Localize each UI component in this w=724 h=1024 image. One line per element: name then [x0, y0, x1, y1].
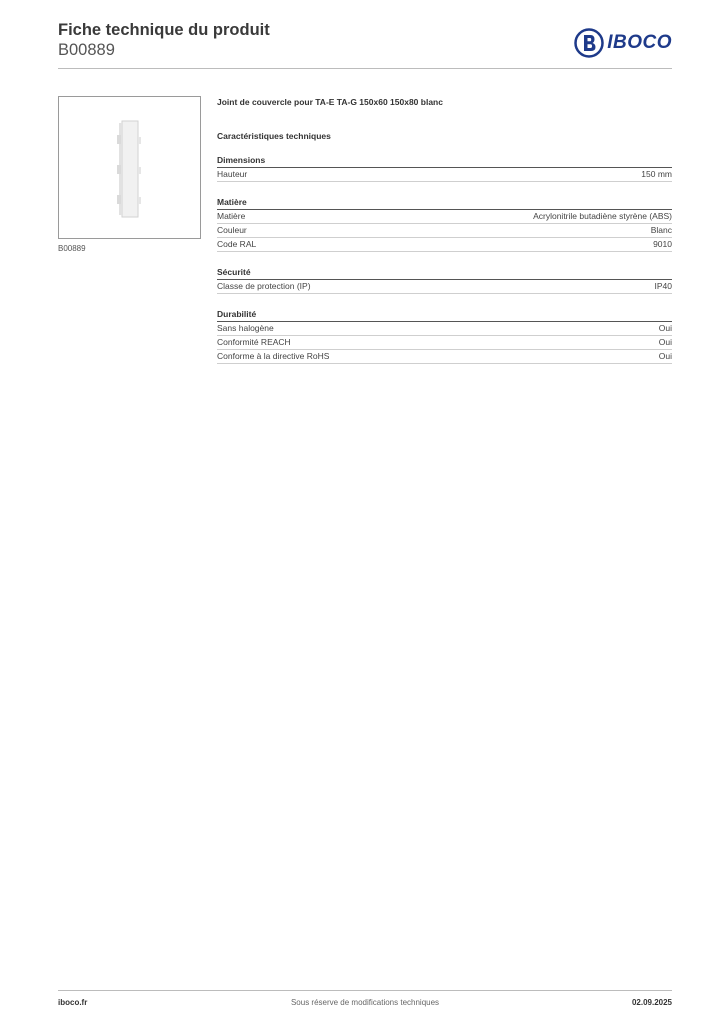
spec-value: Blanc: [650, 225, 672, 235]
product-name: Joint de couvercle pour TA-E TA-G 150x60 150x80 blanc: [217, 97, 443, 107]
spec-row: [217, 210, 672, 224]
spec-label: Matière: [217, 211, 246, 221]
specs-heading: Caractéristiques techniques: [217, 131, 331, 141]
spec-value: 9010: [653, 239, 672, 249]
spec-label: Conformité REACH: [217, 337, 291, 347]
spec-value: Oui: [658, 351, 672, 361]
section-title: Matière: [217, 196, 672, 210]
spec-row: [217, 280, 672, 294]
section-title: Dimensions: [217, 154, 672, 168]
footer-disclaimer: Sous réserve de modifications techniques: [290, 998, 440, 1007]
spec-value: IP40: [654, 281, 672, 291]
spec-row: [217, 322, 672, 336]
section-title: Sécurité: [217, 266, 672, 280]
section-title: Durabilité: [217, 308, 672, 322]
page-title: Fiche technique du produit: [58, 21, 270, 39]
spec-label: Couleur: [217, 225, 247, 235]
spec-row: [217, 336, 672, 350]
image-caption: B00889: [58, 244, 86, 253]
section-security: [217, 266, 672, 294]
header-divider: [58, 68, 672, 69]
spec-row: [217, 238, 672, 252]
spec-label: Sans halogène: [217, 323, 274, 333]
spec-content: [217, 96, 672, 364]
spec-label: Code RAL: [217, 239, 257, 249]
iboco-logo-icon: [574, 28, 604, 58]
footer-date: 02.09.2025: [631, 998, 672, 1007]
spec-value: Oui: [658, 337, 672, 347]
page-header: [58, 20, 672, 68]
spec-label: Classe de protection (IP): [217, 281, 311, 291]
footer-divider: [58, 990, 672, 991]
logo-text: IBOCO: [607, 32, 672, 53]
spec-label: Conforme à la directive RoHS: [217, 351, 330, 361]
spec-value: 150 mm: [641, 169, 672, 179]
section-durability: [217, 308, 672, 364]
product-code: B00889: [58, 41, 115, 59]
spec-value: Acrylonitrile butadiène styrène (ABS): [533, 211, 672, 221]
page-footer: [58, 998, 672, 1010]
footer-website: iboco.fr: [58, 998, 88, 1007]
product-image: [58, 96, 201, 239]
section-dimensions: [217, 154, 672, 182]
spec-row: [217, 350, 672, 364]
spec-label: Hauteur: [217, 169, 248, 179]
cover-joint-illustration: [59, 97, 200, 238]
section-material: [217, 196, 672, 252]
spec-row: [217, 168, 672, 182]
brand-logo: [574, 28, 672, 58]
spec-value: Oui: [658, 323, 672, 333]
spec-row: [217, 224, 672, 238]
